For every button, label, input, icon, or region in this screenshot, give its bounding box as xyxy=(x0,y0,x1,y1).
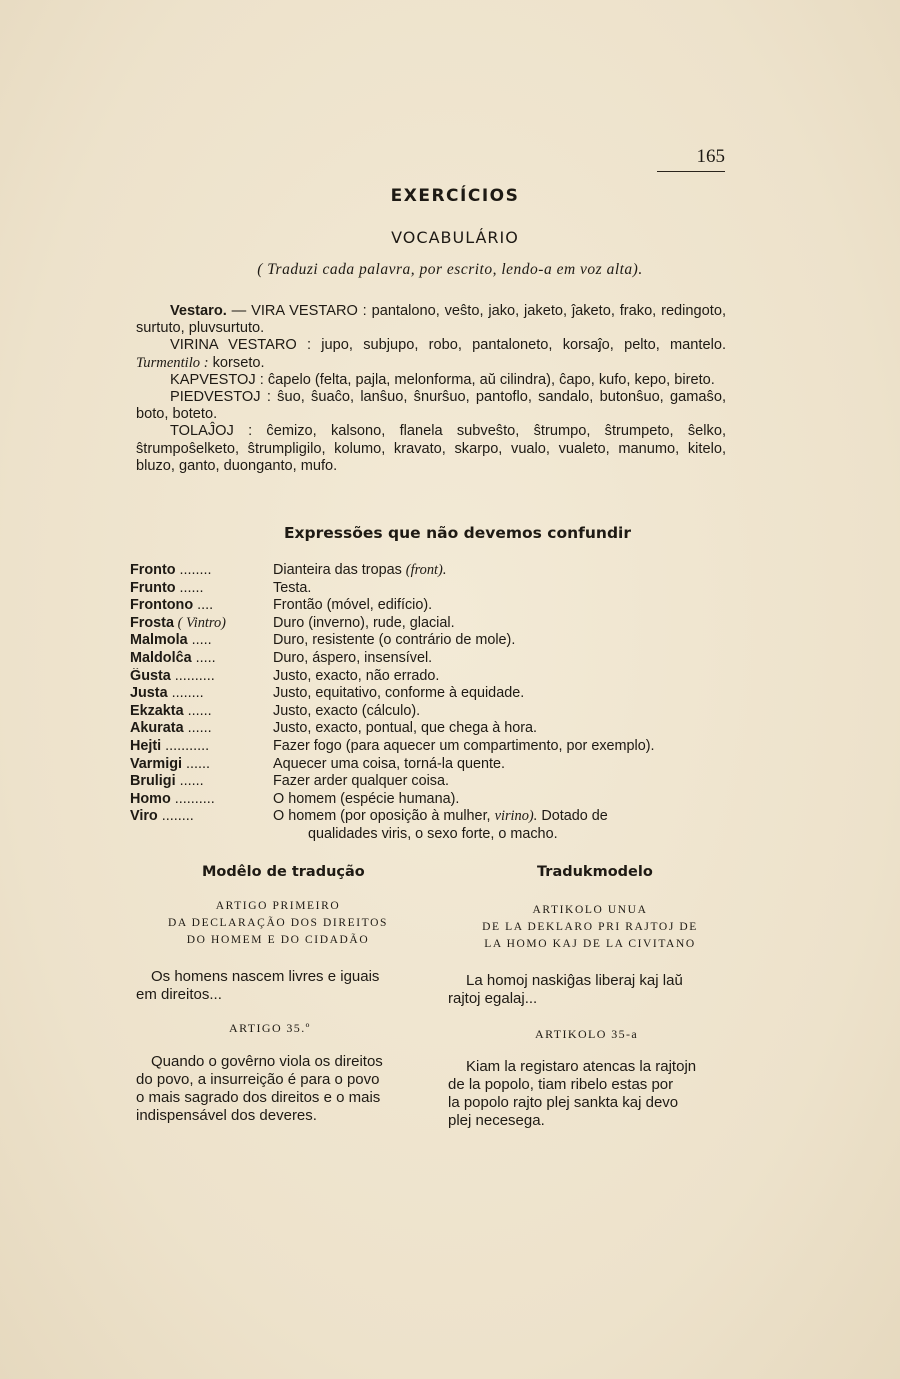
vocab-text: — VIRA VESTARO : pantalono, veŝto, jako, jaketo, ĵaketo, frako, redingoto, surtuto, pluvsurtuto. xyxy=(136,303,726,337)
term-word: Frontono xyxy=(130,597,194,614)
expression-row xyxy=(130,720,730,738)
term-word: Maldolĉa xyxy=(130,649,192,666)
expression-term xyxy=(130,580,260,598)
instruction-text: ( Traduzi cada palavra, por escrito, lendo-a em voz alta). xyxy=(257,261,643,278)
term-italic: ( Vintro) xyxy=(173,614,226,631)
left-para-line: Quando o govêrno viola os direitos xyxy=(151,1053,383,1070)
left-para-line: o mais sagrado dos direitos e o mais xyxy=(136,1089,381,1106)
expression-definition xyxy=(273,632,728,650)
expressions-heading: Expressões que não devemos confundir xyxy=(283,524,632,542)
expression-row xyxy=(130,650,730,668)
expression-term xyxy=(130,738,260,756)
left-article-number: ARTIGO 35.º xyxy=(229,1021,311,1035)
expression-definition xyxy=(273,685,728,703)
expression-definition xyxy=(273,615,728,633)
right-para-line: plej necesega. xyxy=(448,1112,545,1129)
right-para-line: La homoj naskiĝas liberaj kaj laŭ xyxy=(466,972,683,989)
definition-continuation: qualidades viris, o sexo forte, o macho. xyxy=(308,825,558,842)
term-word: Akurata xyxy=(130,720,184,737)
vocab-paragraph xyxy=(136,337,726,371)
expression-term xyxy=(130,597,260,615)
definition-text: Frontão (móvel, edifício). xyxy=(273,597,433,614)
expression-row xyxy=(130,756,730,774)
expression-row xyxy=(130,703,730,721)
expression-definition xyxy=(273,668,728,686)
left-article-line: DA DECLARAÇÃO DOS DIREITOS xyxy=(168,917,388,929)
term-word: Frosta xyxy=(130,614,174,631)
term-word: Justa xyxy=(130,685,168,702)
leader-dots: ........ xyxy=(167,685,204,702)
left-para-line: em direitos... xyxy=(136,986,222,1003)
expression-term xyxy=(130,632,260,650)
right-article-line: ARTIKOLO UNUA xyxy=(532,904,648,916)
term-word: Ekzakta xyxy=(130,702,184,719)
vocab-tail: korseto. xyxy=(208,354,265,371)
leader-dots: .... xyxy=(193,597,214,614)
expression-definition xyxy=(273,756,728,774)
definition-text: Fazer fogo (para aquecer um compartimento, por exemplo). xyxy=(273,737,655,754)
left-paragraph-1 xyxy=(136,968,426,1004)
term-word: Hejti xyxy=(130,737,162,754)
left-article-header xyxy=(150,898,406,949)
expression-definition xyxy=(273,703,728,721)
expression-definition xyxy=(273,773,728,791)
right-column-heading: Tradukmodelo xyxy=(537,864,653,880)
expression-row-continued xyxy=(130,826,730,844)
leader-dots: ...... xyxy=(182,755,210,772)
left-para-line: do povo, a insurreição é para o povo xyxy=(136,1071,380,1088)
right-paragraph-2 xyxy=(448,1058,738,1130)
definition-text: Aquecer uma coisa, torná-la quente. xyxy=(273,755,505,772)
leader-dots: .......... xyxy=(170,790,215,807)
page-title: EXERCÍCIOS xyxy=(390,186,520,206)
expression-row xyxy=(130,808,730,826)
expression-term xyxy=(130,668,260,686)
right-article-number: ARTIKOLO 35-a xyxy=(535,1027,639,1041)
section-subtitle: VOCABULÁRIO xyxy=(391,228,519,247)
term-word: Fronto xyxy=(130,562,176,578)
vocab-paragraph xyxy=(136,372,726,389)
expression-row xyxy=(130,580,730,598)
definition-tail: Dotado de xyxy=(537,808,608,825)
expression-term xyxy=(130,791,260,809)
leader-dots: ...... xyxy=(183,720,212,737)
expression-definition xyxy=(273,720,728,738)
right-para-line: la popolo rajto plej sankta kaj devo xyxy=(448,1094,679,1111)
definition-text: Duro, resistente (o contrário de mole). xyxy=(273,632,516,649)
right-article-line: DE LA DEKLARO PRI RAJTOJ DE xyxy=(482,921,698,933)
left-para-line: Os homens nascem livres e iguais xyxy=(151,968,380,985)
expression-term xyxy=(130,650,260,668)
definition-text: Justo, exacto, não errado. xyxy=(273,667,440,684)
definition-text: Justo, exacto (cálculo). xyxy=(273,702,421,719)
expression-definition xyxy=(273,791,728,809)
expression-row xyxy=(130,632,730,650)
expression-row xyxy=(130,597,730,615)
leader-dots: ..... xyxy=(187,632,212,649)
definition-italic: virino). xyxy=(494,808,538,825)
term-word: Bruligi xyxy=(130,773,176,790)
term-word: Varmigi xyxy=(130,755,182,772)
expression-term xyxy=(130,720,260,738)
expression-row xyxy=(130,738,730,756)
left-para-line: indispensável dos deveres. xyxy=(136,1107,317,1124)
vocab-text: KAPVESTOJ : ĉapelo (felta, pajla, melonforma, aŭ cilindra), ĉapo, kufo, kepo, bireto. xyxy=(170,371,715,388)
definition-italic: (front). xyxy=(405,562,447,578)
expression-term xyxy=(130,773,260,791)
definition-text: Duro, áspero, insensível. xyxy=(273,649,433,666)
expressions-list xyxy=(130,562,730,844)
vocab-paragraph xyxy=(136,303,726,337)
definition-text: Justo, equitativo, conforme à equidade. xyxy=(273,685,525,702)
expression-definition xyxy=(273,562,728,580)
left-article-line: ARTIGO PRIMEIRO xyxy=(215,900,341,912)
right-paragraph-1 xyxy=(448,972,738,1008)
expression-row xyxy=(130,773,730,791)
expression-term xyxy=(130,808,260,826)
right-para-line: Kiam la registaro atencas la rajtojn xyxy=(466,1058,697,1075)
vocab-lead: Vestaro. xyxy=(170,303,227,319)
expression-definition xyxy=(273,597,728,615)
expression-term xyxy=(130,615,260,633)
expression-row xyxy=(130,791,730,809)
right-para-line: rajtoj egalaj... xyxy=(448,990,538,1007)
term-word: Homo xyxy=(130,790,171,807)
page-number-rule xyxy=(657,171,725,172)
expression-term xyxy=(130,703,260,721)
vocab-text: TOLAĴOJ : ĉemizo, kalsono, flanela subveŝto, ŝtrumpo, ŝtrumpeto, ŝelko, ŝtrumpoŝelketo, ŝtrumpligilo, kolumo, kravato, skarpo, vualo, vualeto, manumo, kitelo, bluzo, ganto, duonganto, mufo. xyxy=(136,423,726,474)
term-word: Ĝusta xyxy=(130,667,171,684)
definition-text: O homem (espécie humana). xyxy=(273,790,460,807)
vocab-paragraph xyxy=(136,423,726,475)
vocabulary-block xyxy=(136,303,726,475)
right-article-header xyxy=(462,902,718,953)
right-para-line: de la popolo, tiam ribelo estas por xyxy=(448,1076,674,1093)
expression-row xyxy=(130,562,730,580)
term-word: Malmola xyxy=(130,632,188,649)
page-number: 165 xyxy=(696,146,725,167)
definition-text: Duro (inverno), rude, glacial. xyxy=(273,614,455,631)
expression-definition xyxy=(273,650,728,668)
expression-term xyxy=(130,756,260,774)
leader-dots: ..... xyxy=(191,649,216,666)
right-article-line: LA HOMO KAJ DE LA CIVITANO xyxy=(484,938,696,950)
left-column-heading: Modêlo de tradução xyxy=(202,864,365,880)
expression-term xyxy=(130,562,260,580)
expression-row xyxy=(130,615,730,633)
leader-dots: .......... xyxy=(170,667,215,684)
definition-text: Dianteira das tropas xyxy=(273,562,406,578)
vocab-italic: Turmentilo : xyxy=(136,354,209,371)
expression-term xyxy=(130,685,260,703)
definition-text: Justo, exacto, pontual, que chega à hora. xyxy=(273,720,538,737)
vocab-text: PIEDVESTOJ : ŝuo, ŝuaĉo, lanŝuo, ŝnurŝuo, pantoflo, sandalo, butonŝuo, gamaŝo, boto, boteto. xyxy=(136,389,726,423)
expression-definition xyxy=(273,808,728,826)
vocab-text: VIRINA VESTARO : jupo, subjupo, robo, pantaloneto, korsaĵo, pelto, mantelo. xyxy=(170,337,726,354)
leader-dots: ...... xyxy=(175,579,204,596)
definition-text: Fazer arder qualquer coisa. xyxy=(273,773,449,790)
term-word: Frunto xyxy=(130,579,176,596)
leader-dots: ........... xyxy=(161,737,210,754)
leader-dots: ...... xyxy=(175,773,204,790)
left-paragraph-2 xyxy=(136,1053,426,1125)
expression-row xyxy=(130,685,730,703)
leader-dots: ........ xyxy=(175,562,212,578)
leader-dots: ........ xyxy=(157,808,194,825)
expression-definition xyxy=(273,738,728,756)
definition-text: Testa. xyxy=(273,579,312,596)
left-article-line: DO HOMEM E DO CIDADÃO xyxy=(186,934,370,946)
vocab-paragraph xyxy=(136,389,726,423)
definition-text: O homem (por oposição à mulher, xyxy=(273,808,495,825)
expression-row xyxy=(130,668,730,686)
term-word: Viro xyxy=(130,808,158,825)
leader-dots: ...... xyxy=(183,702,212,719)
expression-definition xyxy=(273,580,728,598)
